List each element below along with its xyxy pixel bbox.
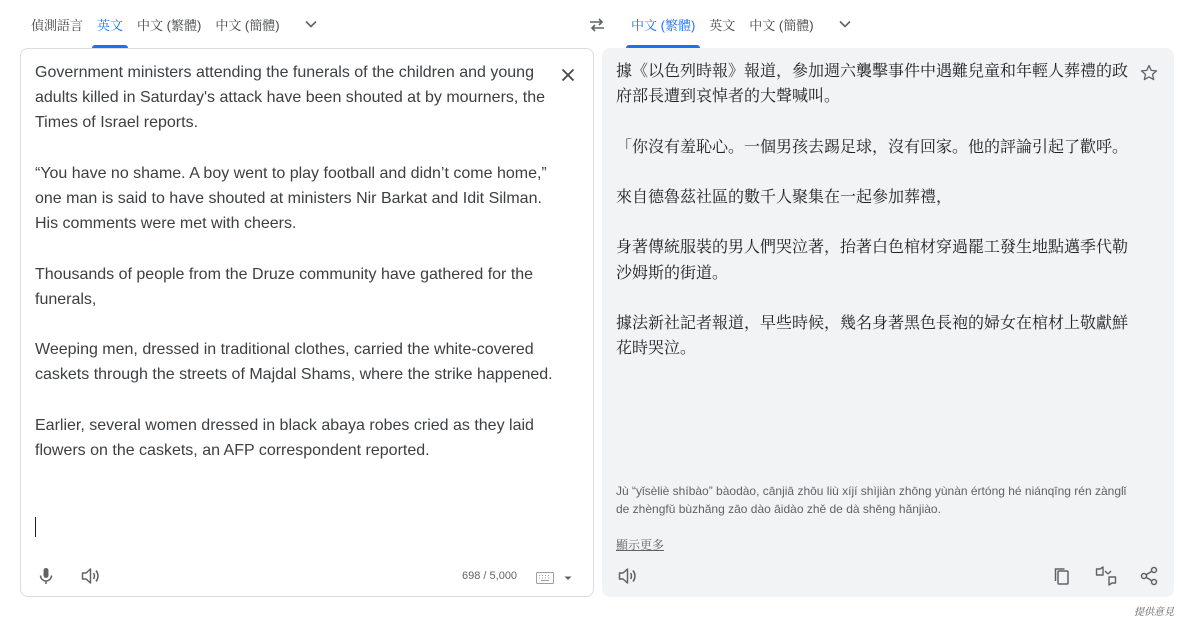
rate-translation-icon <box>1095 566 1117 586</box>
chevron-down-icon <box>838 17 852 31</box>
chevron-down-icon <box>304 17 318 31</box>
source-text-input[interactable]: Government ministers attending the funerals of the children and young adults killed in Saturday's attack have been shouted at by mourners, the Times of Israel reports. “You have no shame. A boy went to play football and didn’t come home,” one man is said to have shouted at ministers Nir Barkat and Idit Silman. His comments were met with cheers. Thousands of people from the Druze community have gathered for the funerals, Weeping men, dressed in traditional clothes, carried the white-covered caskets through the streets of Majdal Shams, where the strike happened. Earlier, several women dressed in black abaya robes cried as they laid flowers on the caskets, an AFP correspondent reported. <box>35 64 553 460</box>
keyboard-icon[interactable] <box>536 572 554 584</box>
tab-detect-language[interactable]: 偵測語言 <box>31 17 84 33</box>
chevron-down-icon[interactable] <box>563 573 573 583</box>
tab-source-chinese-simplified[interactable]: 中文 (簡體) <box>215 17 280 33</box>
source-language-more-button[interactable] <box>291 0 331 48</box>
source-language-bar <box>24 0 331 48</box>
tab-source-english[interactable]: 英文 <box>90 0 130 48</box>
target-language-bar <box>624 0 865 48</box>
send-feedback-link[interactable]: 提供意見 <box>1134 607 1174 618</box>
voice-input-button[interactable] <box>34 564 58 588</box>
close-icon <box>561 68 575 82</box>
swap-languages-icon <box>587 15 607 35</box>
text-cursor <box>35 517 36 537</box>
copy-icon <box>1053 567 1071 586</box>
copy-translation-button[interactable] <box>1050 564 1074 588</box>
target-language-more-button[interactable] <box>825 0 865 48</box>
speaker-icon <box>618 567 637 585</box>
clear-source-button[interactable] <box>557 64 579 86</box>
share-translation-button[interactable] <box>1137 564 1161 588</box>
tab-target-chinese-simplified[interactable]: 中文 (簡體) <box>749 17 814 33</box>
listen-translation-button[interactable] <box>615 564 639 588</box>
tab-source-chinese-traditional[interactable]: 中文 (繁體) <box>137 17 202 33</box>
speaker-icon <box>81 567 100 585</box>
character-count: 698 / 5,000 <box>462 570 518 582</box>
translation-panel <box>602 48 1174 597</box>
microphone-icon <box>38 567 54 585</box>
rate-translation-button[interactable] <box>1094 564 1118 588</box>
tab-target-english[interactable]: 英文 <box>709 17 736 33</box>
source-text-panel <box>20 48 594 597</box>
share-icon <box>1139 566 1159 586</box>
tab-target-chinese-traditional[interactable]: 中文 (繁體) <box>624 0 702 48</box>
show-more-link[interactable]: 顯示更多 <box>616 538 665 552</box>
listen-source-button[interactable] <box>78 564 102 588</box>
save-translation-button[interactable] <box>1138 62 1160 84</box>
swap-languages-button[interactable] <box>583 11 611 39</box>
star-outline-icon <box>1140 64 1158 82</box>
transliteration-text: Jù “yǐsèliè shíbào” bàodào, cānjiā zhōu liù xíjí shìjiàn zhōng yùnàn értóng hé niánqīng rén zànglǐ de zhèngfǔ bùzhǎng zāo dào āidào zhě de dà shēng hǎnjiào. <box>616 484 1127 516</box>
translated-text: 據《以色列時報》報道，參加週六襲擊事件中遇難兒童和年輕人葬禮的政府部長遭到哀悼者的大聲喊叫。 「你沒有羞恥心。一個男孩去踢足球，沒有回家。他的評論引起了歡呼。 來自德魯茲社區的數千人聚集在一起參加葬禮， 身著傳統服裝的男人們哭泣著，抬著白色棺材穿過罷工發生地點邁季代勒沙姆斯的街道。 據法新社記者報道，早些時候，幾名身著黑色長袍的婦女在棺材上敬獻鮮花時哭泣。 <box>616 63 1129 358</box>
